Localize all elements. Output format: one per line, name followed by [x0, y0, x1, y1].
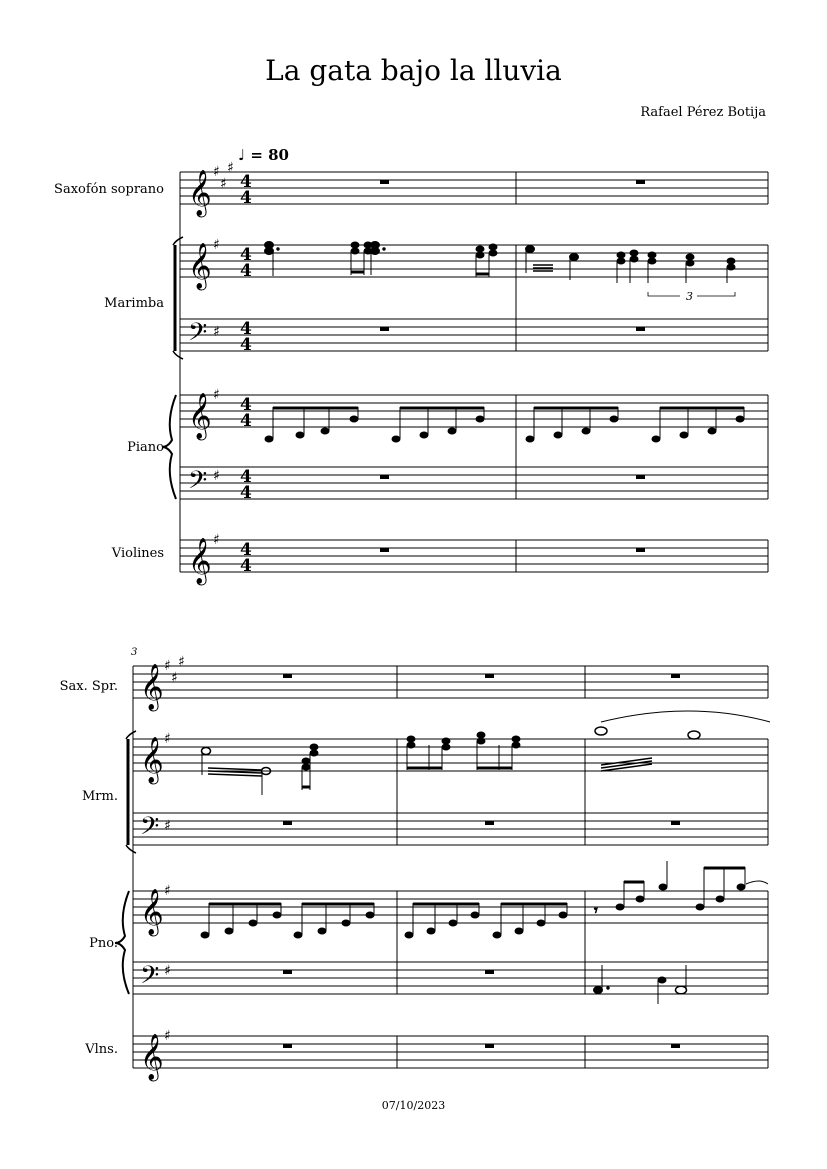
label-piano-short: Pno. [89, 936, 118, 951]
treble-clef-icon: 𝄞 [140, 1034, 164, 1080]
svg-text:4: 4 [240, 319, 252, 339]
label-piano: Piano [127, 440, 164, 455]
marimba-notes-m3-5 [202, 711, 771, 795]
staff-marimba-treble [133, 739, 768, 771]
system-1-signatures [188, 160, 645, 586]
label-violins: Violines [111, 546, 164, 561]
bass-clef-icon: 𝄢 [140, 812, 160, 847]
tempo-value: = 80 [250, 146, 289, 164]
tuplet-label: 3 [686, 290, 693, 303]
svg-text:♯: ♯ [178, 654, 185, 670]
staff-piano-bass [180, 467, 768, 499]
score-title: La gata bajo la lluvia [265, 54, 562, 87]
svg-text:♯: ♯ [213, 468, 220, 484]
svg-text:♯: ♯ [164, 658, 171, 674]
treble-clef-icon: 𝄞 [140, 737, 164, 783]
piano-brace [115, 891, 129, 994]
bass-clef-icon: 𝄢 [188, 318, 208, 353]
svg-text:4: 4 [240, 188, 252, 208]
svg-text:♯: ♯ [171, 670, 178, 686]
svg-text:♯: ♯ [220, 176, 227, 192]
staff-piano-bass [133, 962, 768, 994]
staff-violins [180, 540, 768, 572]
whole-rest-icon [380, 180, 645, 552]
system-2-signatures [140, 654, 680, 1082]
svg-text:4: 4 [240, 540, 252, 560]
slur [601, 711, 770, 722]
svg-text:4: 4 [240, 483, 252, 503]
svg-text:4: 4 [240, 335, 252, 355]
svg-text:♯: ♯ [227, 160, 234, 176]
svg-text:4: 4 [240, 245, 252, 265]
svg-text:♯: ♯ [164, 731, 171, 747]
svg-text:♯: ♯ [213, 164, 220, 180]
footer-date: 07/10/2023 [381, 1099, 446, 1112]
time-signature [240, 172, 252, 576]
bass-clef-icon: 𝄢 [140, 961, 160, 996]
tie [746, 881, 768, 884]
staff-violins [133, 1036, 768, 1068]
svg-text:♯: ♯ [213, 324, 220, 340]
treble-clef-icon: 𝄞 [188, 170, 212, 216]
bass-clef-icon: 𝄢 [188, 466, 208, 501]
svg-text:♯: ♯ [213, 532, 220, 548]
svg-text:4: 4 [240, 467, 252, 487]
composer-name: Rafael Pérez Botija [640, 105, 766, 120]
svg-text:4: 4 [240, 261, 252, 281]
svg-text:♯: ♯ [213, 237, 220, 253]
treble-clef-icon: 𝄞 [140, 889, 164, 935]
quarter-note-icon: ♩ [238, 146, 246, 164]
svg-text:♯: ♯ [164, 883, 171, 899]
svg-text:4: 4 [240, 411, 252, 431]
svg-text:4: 4 [240, 395, 252, 415]
piano-notes-m3-5 [201, 861, 768, 1004]
svg-text:4: 4 [240, 556, 252, 576]
label-violins-short: Vlns. [85, 1042, 118, 1057]
system-2 [115, 666, 768, 1068]
treble-clef-icon: 𝄞 [188, 538, 212, 584]
staff-marimba-bass [133, 813, 768, 845]
measure-number: 3 [131, 647, 138, 658]
whole-rest-icon [283, 674, 680, 1048]
svg-text:♯: ♯ [164, 818, 171, 834]
svg-text:♯: ♯ [213, 387, 220, 403]
label-marimba-short: Mrm. [82, 789, 118, 804]
system-1 [162, 172, 768, 572]
svg-text:♯: ♯ [164, 1028, 171, 1044]
staff-piano-treble [180, 395, 768, 427]
staff-marimba-bass [180, 319, 768, 351]
svg-text:4: 4 [240, 172, 252, 192]
staff-saxophone [180, 172, 768, 204]
svg-text:♯: ♯ [164, 963, 171, 979]
piano-brace [162, 395, 176, 499]
piano-notes-m1-2 [265, 407, 744, 442]
label-saxophone: Saxofón soprano [54, 182, 164, 197]
sharp-icon [213, 160, 234, 548]
label-marimba: Marimba [104, 296, 164, 311]
label-saxophone-short: Sax. Spr. [59, 679, 118, 694]
staff-piano-treble [133, 891, 768, 923]
treble-clef-icon: 𝄞 [188, 243, 212, 289]
treble-clef-icon: 𝄞 [188, 393, 212, 439]
staff-saxophone [133, 666, 768, 698]
eighth-rest-icon: 𝄾 [594, 903, 598, 919]
treble-clef-icon: 𝄞 [140, 664, 164, 710]
